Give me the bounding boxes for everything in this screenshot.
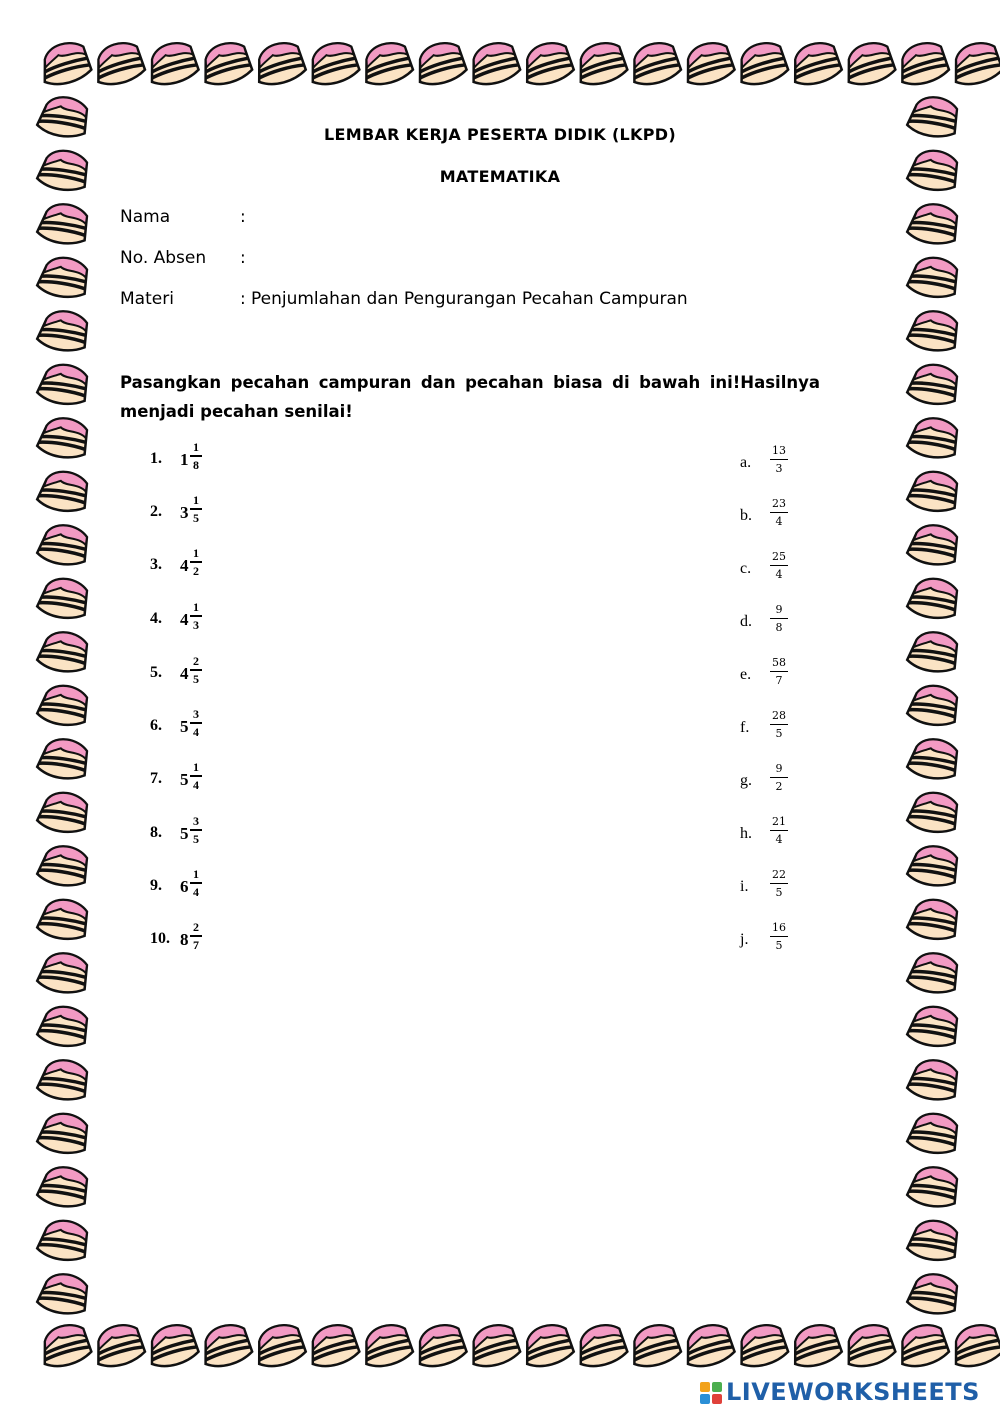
fraction: [190, 440, 202, 472]
fraction-bar: [190, 669, 202, 671]
fraction: [190, 814, 202, 846]
fraction: [770, 443, 788, 476]
fraction-bar: [190, 722, 202, 724]
fraction-bar: [190, 561, 202, 563]
denominator: 4: [775, 568, 783, 581]
whole-part: 4: [180, 610, 189, 629]
numerator: 1: [193, 493, 199, 507]
item-letter: a.: [740, 454, 752, 471]
item-letter: b.: [740, 507, 752, 524]
item-number: 7.: [150, 770, 162, 787]
whole-part: 5: [180, 824, 189, 843]
item-number: 10.: [150, 930, 170, 947]
denominator: 4: [193, 884, 199, 899]
numerator: 9: [775, 762, 783, 775]
whole-part: 4: [180, 664, 189, 683]
field-label: Materi: [120, 289, 174, 309]
whole-part: 6: [180, 877, 189, 896]
item-number: 9.: [150, 877, 162, 894]
fraction: [770, 867, 788, 900]
item-letter: e.: [740, 666, 752, 683]
numerator: 2: [193, 920, 199, 934]
fraction-bar: [190, 615, 202, 617]
whole-part: 3: [180, 503, 189, 522]
fraction-bar: [770, 830, 788, 831]
whole-part: 1: [180, 450, 189, 469]
item-number: 1.: [150, 450, 162, 467]
item-number: 6.: [150, 717, 162, 734]
fraction: [770, 920, 788, 953]
fraction: [190, 600, 202, 632]
fraction: [190, 493, 202, 525]
item-letter: j.: [740, 931, 749, 948]
item-letter: h.: [740, 825, 752, 842]
denominator: 2: [193, 563, 199, 578]
numerator: 23: [772, 497, 786, 510]
denominator: 8: [775, 621, 783, 634]
fraction: [770, 655, 788, 688]
denominator: 5: [193, 831, 199, 846]
item-number: 8.: [150, 824, 162, 841]
denominator: 7: [775, 674, 783, 687]
whole-part: 5: [180, 770, 189, 789]
numerator: 21: [772, 815, 786, 828]
numerator: 1: [193, 867, 199, 881]
numerator: 1: [193, 440, 199, 454]
whole-part: 4: [180, 556, 189, 575]
denominator: 3: [193, 617, 199, 632]
denominator: 7: [193, 937, 199, 952]
fraction: [190, 867, 202, 899]
denominator: 2: [775, 780, 783, 793]
denominator: 4: [193, 724, 199, 739]
denominator: 4: [193, 777, 199, 792]
numerator: 16: [772, 921, 786, 934]
numerator: 1: [193, 760, 199, 774]
denominator: 5: [775, 939, 783, 952]
denominator: 5: [193, 671, 199, 686]
whole-part: 5: [180, 717, 189, 736]
fraction-bar: [770, 724, 788, 725]
item-number: 4.: [150, 610, 162, 627]
numerator: 9: [775, 603, 783, 616]
fraction-bar: [770, 936, 788, 937]
denominator: 5: [193, 510, 199, 525]
denominator: 3: [775, 462, 783, 475]
page-title: LEMBAR KERJA PESERTA DIDIK (LKPD): [324, 125, 676, 144]
numerator: 25: [772, 550, 786, 563]
watermark-text: LIVEWORKSHEETS: [726, 1378, 980, 1406]
numerator: 58: [772, 656, 786, 669]
fraction: [190, 920, 202, 952]
item-number: 5.: [150, 664, 162, 681]
fraction-bar: [770, 883, 788, 884]
fraction: [190, 546, 202, 578]
field-label: Nama: [120, 207, 171, 227]
numerator: 1: [193, 546, 199, 560]
item-number: 3.: [150, 556, 162, 573]
fraction: [190, 760, 202, 792]
fraction-bar: [770, 618, 788, 619]
denominator: 4: [775, 833, 783, 846]
fraction: [770, 549, 788, 582]
fraction-bar: [770, 512, 788, 513]
field-colon: :: [240, 248, 246, 268]
fraction: [770, 708, 788, 741]
field-colon: :: [240, 207, 246, 227]
subject-title: MATEMATIKA: [439, 167, 561, 186]
fraction: [190, 707, 202, 739]
field-colon: :: [240, 289, 246, 309]
denominator: 5: [775, 886, 783, 899]
fraction: [770, 602, 788, 635]
denominator: 8: [193, 457, 199, 472]
denominator: 4: [775, 515, 783, 528]
field-label: No. Absen: [120, 248, 207, 268]
item-letter: c.: [740, 560, 752, 577]
materi-value: Penjumlahan dan Pengurangan Pecahan Campuran: [251, 289, 688, 309]
item-letter: d.: [740, 613, 752, 630]
liveworksheets-logo-icon: [700, 1382, 722, 1404]
numerator: 22: [772, 868, 786, 881]
numerator: 13: [772, 444, 786, 457]
fraction-bar: [770, 459, 788, 460]
fraction-bar: [770, 565, 788, 566]
fraction-bar: [190, 775, 202, 777]
fraction-bar: [190, 508, 202, 510]
instruction-text: Pasangkan pecahan campuran dan pecahan biasa di bawah ini!Hasilnya menjadi pecahan senilai!: [120, 373, 820, 421]
fraction: [770, 761, 788, 794]
item-letter: f.: [740, 719, 750, 736]
fraction-bar: [190, 455, 202, 457]
numerator: 1: [193, 600, 199, 614]
fraction: [770, 496, 788, 529]
item-number: 2.: [150, 503, 162, 520]
item-letter: g.: [740, 772, 752, 789]
fraction: [190, 654, 202, 686]
fraction-bar: [770, 671, 788, 672]
whole-part: 8: [180, 930, 189, 949]
numerator: 3: [193, 814, 199, 828]
fraction: [770, 814, 788, 847]
numerator: 2: [193, 654, 199, 668]
fraction-bar: [190, 882, 202, 884]
item-letter: i.: [740, 878, 749, 895]
numerator: 3: [193, 707, 199, 721]
fraction-bar: [770, 777, 788, 778]
fraction-bar: [190, 935, 202, 937]
denominator: 5: [775, 727, 783, 740]
numerator: 28: [772, 709, 786, 722]
fraction-bar: [190, 829, 202, 831]
